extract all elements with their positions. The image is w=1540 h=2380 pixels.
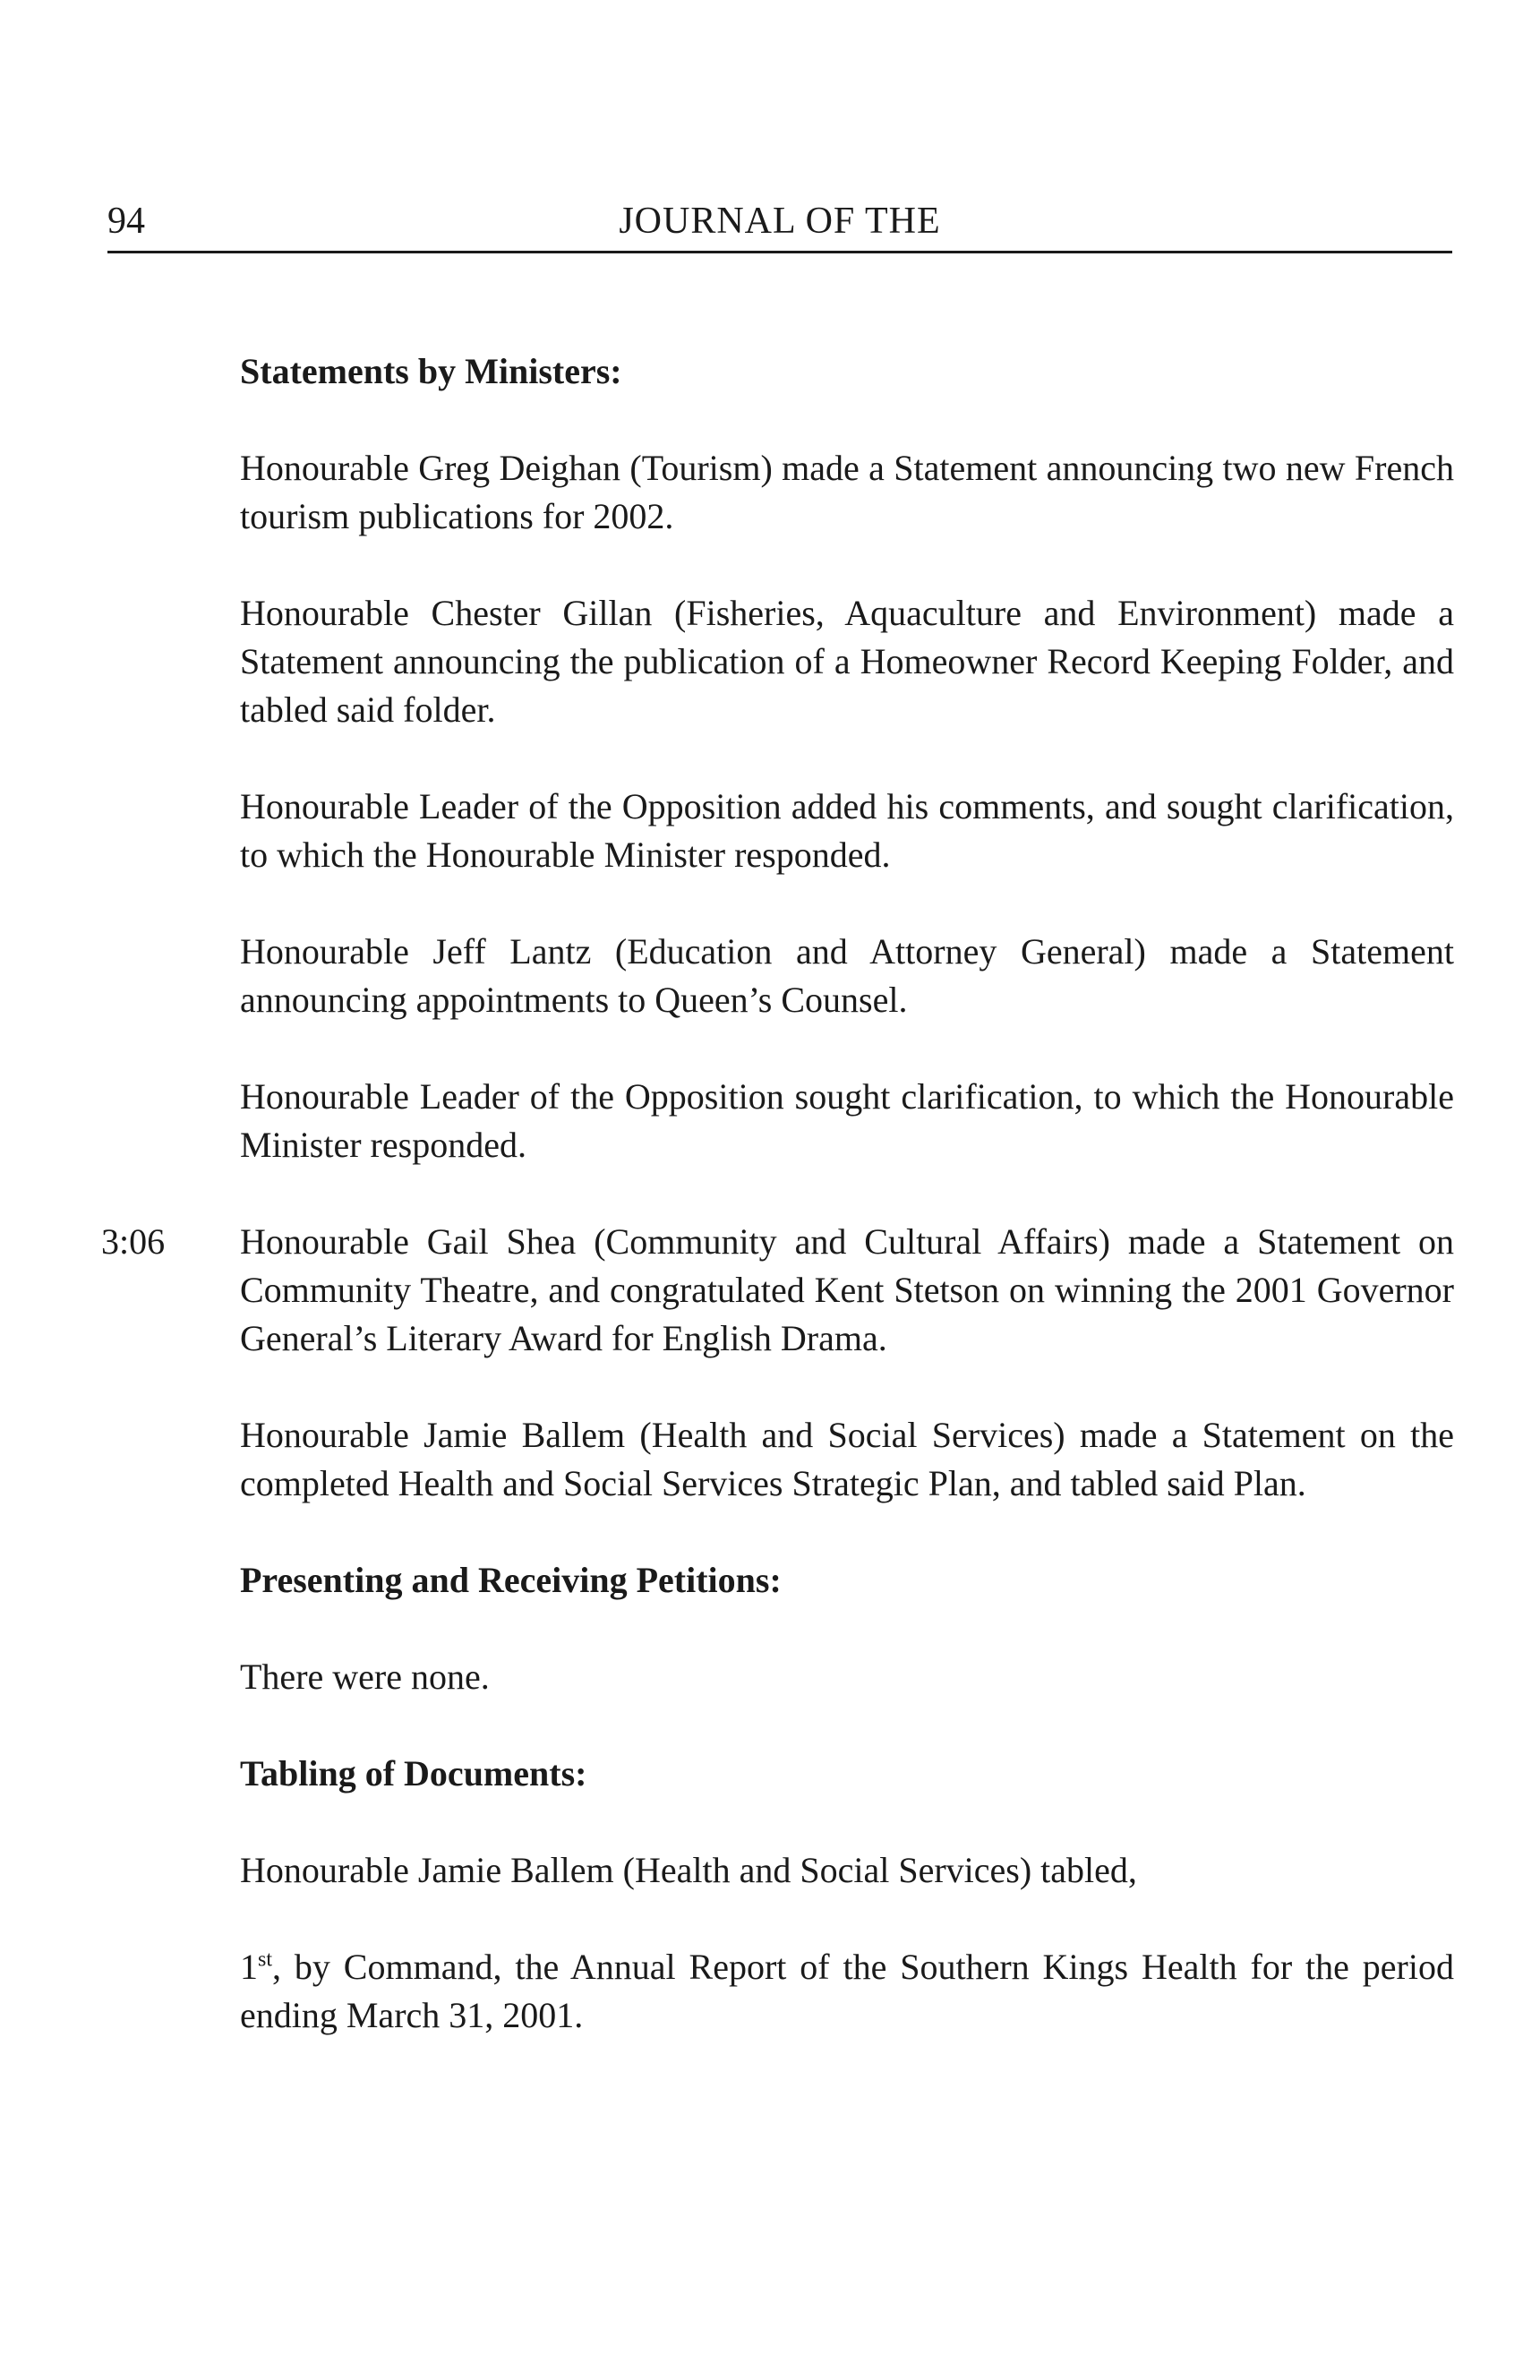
tabled-document-1-text: , by Command, the Annual Report of the Southern Kings Health for the period ending March 31, 2001. [240, 1947, 1454, 2035]
statement-shea: Honourable Gail Shea (Community and Cultural Affairs) made a Statement on Community Theatre, and congratulated Kent Stetson on winning the 2001 Governor General’s Literary Award for English Drama. [240, 1221, 1454, 1358]
margin-timestamp: 3:06 [101, 1221, 166, 1262]
heading-tabling-of-documents: Tabling of Documents: [240, 1753, 587, 1794]
ordinal-suffix: st [258, 1948, 273, 1972]
tabling-intro: Honourable Jamie Ballem (Health and Social Services) tabled, [240, 1850, 1137, 1890]
page-header [107, 199, 1452, 253]
heading-petitions: Presenting and Receiving Petitions: [240, 1560, 782, 1600]
statement-ballem: Honourable Jamie Ballem (Health and Social Services) made a Statement on the completed Health and Social Services Strategic Plan, and tabled said Plan. [240, 1415, 1454, 1503]
running-title: JOURNAL OF THE [619, 201, 941, 242]
statement-gillan: Honourable Chester Gillan (Fisheries, Aquaculture and Environment) made a Statement announcing the publication of a Homeowner Record Keeping Folder, and tabled said folder. [240, 593, 1454, 730]
page-number: 94 [107, 201, 145, 242]
statement-lantz: Honourable Jeff Lantz (Education and Attorney General) made a Statement announcing appointments to Queen’s Counsel. [240, 931, 1454, 1020]
heading-statements-by-ministers: Statements by Ministers: [240, 351, 622, 391]
statement-shea-block [101, 1218, 1454, 1363]
tabled-document-1 [240, 1943, 1454, 2040]
petitions-none: There were none. [240, 1657, 490, 1697]
journal-body [101, 347, 1454, 2040]
opposition-comment-2: Honourable Leader of the Opposition sought clarification, to which the Honourable Minister responded. [240, 1076, 1454, 1165]
ordinal-number: 1 [240, 1947, 258, 1987]
opposition-comment-1: Honourable Leader of the Opposition added his comments, and sought clarification, to which the Honourable Minister responded. [240, 786, 1454, 875]
statement-deighan: Honourable Greg Deighan (Tourism) made a Statement announcing two new French tourism publications for 2002. [240, 448, 1454, 536]
